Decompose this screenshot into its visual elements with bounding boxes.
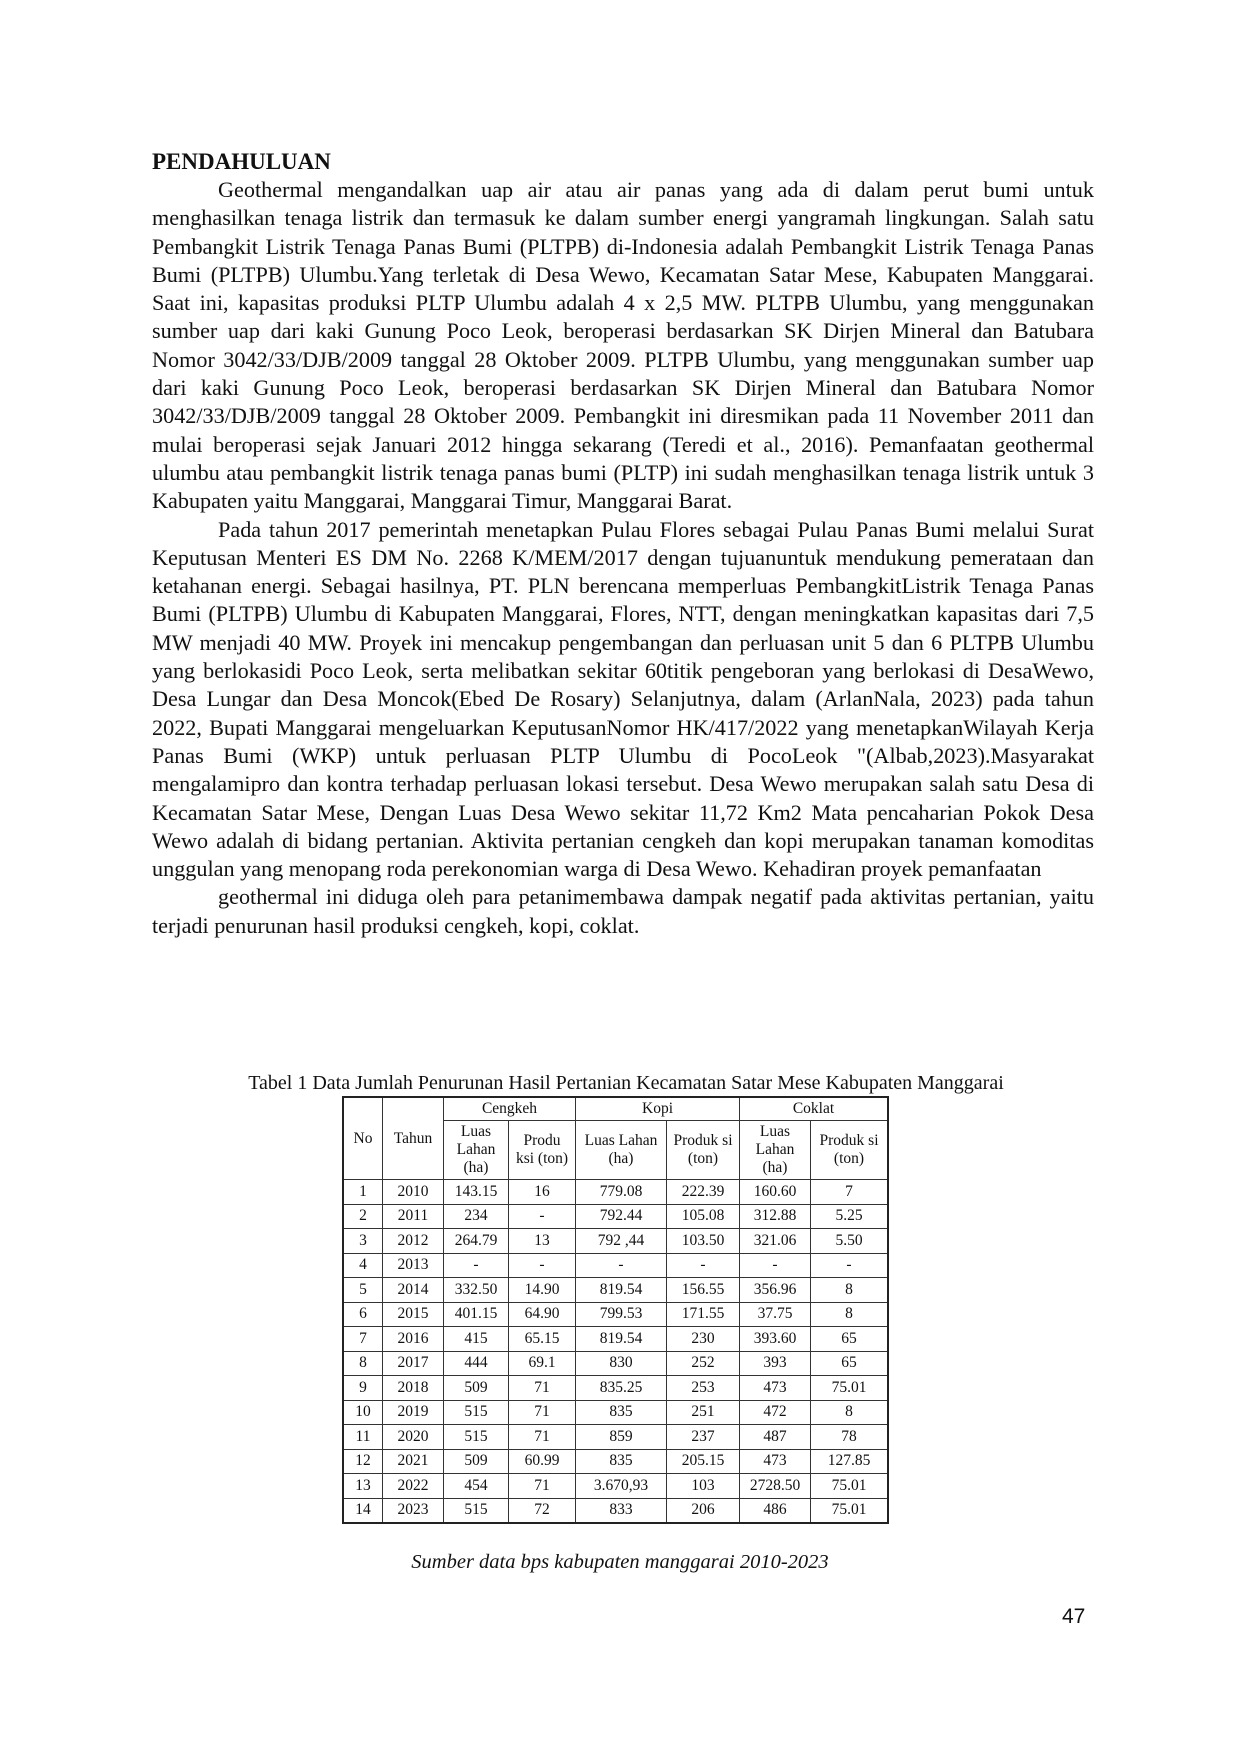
table-cell: 253: [667, 1376, 740, 1401]
table-cell: 230: [667, 1327, 740, 1352]
table-row: [343, 1253, 888, 1278]
table-cell: 444: [444, 1351, 509, 1376]
table-cell: 2019: [383, 1400, 444, 1425]
header-coklat-luas: Luas Lahan (ha): [740, 1121, 811, 1180]
table-cell: 11: [343, 1425, 383, 1450]
table-cell: 472: [740, 1400, 811, 1425]
table-row: [343, 1229, 888, 1254]
table-cell: 415: [444, 1327, 509, 1352]
table-cell: 332.50: [444, 1278, 509, 1303]
table-cell: 222.39: [667, 1180, 740, 1205]
table-cell: 2023: [383, 1498, 444, 1523]
table-cell: 2010: [383, 1180, 444, 1205]
table-cell: 171.55: [667, 1302, 740, 1327]
header-kopi-luas: Luas Lahan (ha): [576, 1121, 667, 1180]
table-cell: 8: [811, 1278, 889, 1303]
table-cell: 393.60: [740, 1327, 811, 1352]
table-cell: 14.90: [509, 1278, 576, 1303]
table-cell: 72: [509, 1498, 576, 1523]
header-cengkeh-produksi: Produ ksi (ton): [509, 1121, 576, 1180]
table-cell: 792 ,44: [576, 1229, 667, 1254]
table-cell: 103: [667, 1474, 740, 1499]
table-cell: 6: [343, 1302, 383, 1327]
table-source: Sumber data bps kabupaten manggarai 2010-2023: [411, 1550, 829, 1573]
table-cell: 2017: [383, 1351, 444, 1376]
table-cell: 103.50: [667, 1229, 740, 1254]
table-cell: 2020: [383, 1425, 444, 1450]
table-cell: 13: [509, 1229, 576, 1254]
table-cell: 2018: [383, 1376, 444, 1401]
table-cell: 819.54: [576, 1327, 667, 1352]
table-cell: 14: [343, 1498, 383, 1523]
table-cell: 143.15: [444, 1180, 509, 1205]
section-heading: PENDAHULUAN: [152, 149, 331, 174]
table-cell: 127.85: [811, 1449, 889, 1474]
table-header-group-row: [343, 1097, 888, 1121]
table-row: [343, 1425, 888, 1450]
paragraph-1: Geothermal mengandalkan uap air atau air panas yang ada di dalam perut bumi untuk menghasilkan tenaga listrik dan termasuk ke dalam sumber energi yangramah lingkungan. Salah satu Pembangkit Listrik Tenaga Panas Bumi (PLTPB) di-Indonesia adalah Pembangkit Listrik Tenaga Panas Bumi (PLTPB) Ulumbu.Yang terletak di Desa Wewo, Kecamatan Satar Mese, Kabupaten Manggarai. Saat ini, kapasitas produksi PLTP Ulumbu adalah 4 x 2,5 MW. PLTPB Ulumbu, yang menggunakan sumber uap dari kaki Gunung Poco Leok, beroperasi berdasarkan SK Dirjen Mineral dan Batubara Nomor 3042/33/DJB/2009 tanggal 28 Oktober 2009. PLTPB Ulumbu, yang menggunakan sumber uap dari kaki Gunung Poco Leok, beroperasi berdasarkan SK Dirjen Mineral dan Batubara Nomor 3042/33/DJB/2009 tanggal 28 Oktober 2009. Pembangkit ini diresmikan pada 11 November 2011 dan mulai beroperasi sejak Januari 2012 hingga sekarang (Teredi et al., 2016). Pemanfaatan geothermal ulumbu atau pembangkit listrik tenaga panas bumi (PLTP) ini sudah menghasilkan tenaga listrik untuk 3 Kabupaten yaitu Manggarai, Manggarai Timur, Manggarai Barat.: [152, 177, 1094, 514]
table-cell: 65.15: [509, 1327, 576, 1352]
table-cell: 2011: [383, 1204, 444, 1229]
table-cell: -: [509, 1204, 576, 1229]
header-coklat-produksi: Produk si (ton): [811, 1121, 889, 1180]
table-cell: 2: [343, 1204, 383, 1229]
table-cell: 8: [811, 1302, 889, 1327]
table-caption: Tabel 1 Data Jumlah Penurunan Hasil Pertanian Kecamatan Satar Mese Kabupaten Manggarai: [248, 1072, 1004, 1094]
table-cell: 515: [444, 1400, 509, 1425]
table-row: [343, 1474, 888, 1499]
table-cell: 454: [444, 1474, 509, 1499]
table-cell: 509: [444, 1376, 509, 1401]
table-cell: -: [576, 1253, 667, 1278]
table-row: [343, 1400, 888, 1425]
table-cell: 264.79: [444, 1229, 509, 1254]
table-cell: 835: [576, 1400, 667, 1425]
table-cell: 835.25: [576, 1376, 667, 1401]
table-cell: 312.88: [740, 1204, 811, 1229]
table-cell: 515: [444, 1498, 509, 1523]
paragraph-3: geothermal ini diduga oleh para petanimembawa dampak negatif pada aktivitas pertanian, yaitu terjadi penurunan hasil produksi cengkeh, kopi, coklat.: [152, 884, 1094, 938]
table-cell: 75.01: [811, 1474, 889, 1499]
table-row: [343, 1449, 888, 1474]
table-cell: -: [509, 1253, 576, 1278]
table-cell: 13: [343, 1474, 383, 1499]
table-cell: 819.54: [576, 1278, 667, 1303]
table-cell: 779.08: [576, 1180, 667, 1205]
table-cell: -: [444, 1253, 509, 1278]
table-cell: 473: [740, 1376, 811, 1401]
table-cell: 205.15: [667, 1449, 740, 1474]
table-cell: 792.44: [576, 1204, 667, 1229]
table-row: [343, 1498, 888, 1523]
table-cell: 2022: [383, 1474, 444, 1499]
table-cell: 251: [667, 1400, 740, 1425]
table-cell: 60.99: [509, 1449, 576, 1474]
table-cell: 509: [444, 1449, 509, 1474]
table-cell: 71: [509, 1376, 576, 1401]
table-cell: 237: [667, 1425, 740, 1450]
table-cell: 65: [811, 1351, 889, 1376]
header-kopi-produksi: Produk si (ton): [667, 1121, 740, 1180]
table-cell: 252: [667, 1351, 740, 1376]
table-cell: 515: [444, 1425, 509, 1450]
table-row: [343, 1351, 888, 1376]
paragraph-2: Pada tahun 2017 pemerintah menetapkan Pulau Flores sebagai Pulau Panas Bumi melalui Surat Keputusan Menteri ES DM No. 2268 K/MEM/2017 dengan tujuanuntuk mendukung pemerataan dan ketahanan energi. Sebagai hasilnya, PT. PLN berencana memperluas PembangkitListrik Tenaga Panas Bumi (PLTPB) Ulumbu di Kabupaten Manggarai, Flores, NTT, dengan meningkatkan kapasitas dari 7,5 MW menjadi 40 MW. Proyek ini mencakup pengembangan dan perluasan unit 5 dan 6 PLTPB Ulumbu yang berlokasidi Poco Leok, serta melibatkan sekitar 60titik pengeboran yang berlokasi di DesaWewo, Desa Lungar dan Desa Moncok(Ebed De Rosary) Selanjutnya, dalam (ArlanNala, 2023) pada tahun 2022, Bupati Manggarai mengeluarkan KeputusanNomor HK/417/2022 yang menetapkanWilayah Kerja Panas Bumi (WKP) untuk perluasan PLTP Ulumbu di PocoLeok "(Albab,2023).Masyarakat mengalamipro dan kontra terhadap perluasan lokasi tersebut. Desa Wewo merupakan salah satu Desa di Kecamatan Satar Mese, Dengan Luas Desa Wewo sekitar 11,72 Km2 Mata pencaharian Pokok Desa Wewo adalah di bidang pertanian. Aktivita pertanian cengkeh dan kopi merupakan tanaman komoditas unggulan yang menopang roda perekonomian warga di Desa Wewo. Kehadiran proyek pemanfaatan: [152, 516, 1094, 882]
table-cell: 2016: [383, 1327, 444, 1352]
table-cell: 5: [343, 1278, 383, 1303]
header-cengkeh-luas: Luas Lahan (ha): [444, 1121, 509, 1180]
table-cell: 156.55: [667, 1278, 740, 1303]
table-cell: 65: [811, 1327, 889, 1352]
table-cell: 2015: [383, 1302, 444, 1327]
table-cell: 64.90: [509, 1302, 576, 1327]
table-cell: 10: [343, 1400, 383, 1425]
table-cell: 2014: [383, 1278, 444, 1303]
table-cell: 8: [811, 1400, 889, 1425]
table-cell: 473: [740, 1449, 811, 1474]
table-cell: 5.25: [811, 1204, 889, 1229]
table-cell: 9: [343, 1376, 383, 1401]
table-cell: 321.06: [740, 1229, 811, 1254]
header-group-kopi: Kopi: [576, 1097, 740, 1121]
table-body: [343, 1180, 888, 1524]
table-cell: 1: [343, 1180, 383, 1205]
table-cell: 3.670,93: [576, 1474, 667, 1499]
table-cell: 8: [343, 1351, 383, 1376]
table-cell: 75.01: [811, 1498, 889, 1523]
table-cell: -: [667, 1253, 740, 1278]
table-cell: 4: [343, 1253, 383, 1278]
table-cell: 830: [576, 1351, 667, 1376]
table-wrap: [342, 1096, 889, 1524]
table-cell: -: [740, 1253, 811, 1278]
table-caption-wrap: [0, 1070, 1240, 1096]
header-no: No: [343, 1097, 383, 1180]
table-row: [343, 1204, 888, 1229]
table-cell: 5.50: [811, 1229, 889, 1254]
table-cell: 393: [740, 1351, 811, 1376]
table-cell: 401.15: [444, 1302, 509, 1327]
table-cell: 487: [740, 1425, 811, 1450]
table-cell: 71: [509, 1425, 576, 1450]
table-row: [343, 1302, 888, 1327]
table-cell: 356.96: [740, 1278, 811, 1303]
header-tahun: Tahun: [383, 1097, 444, 1180]
table-cell: 37.75: [740, 1302, 811, 1327]
page-number: 47: [1062, 1605, 1086, 1628]
table-cell: 2728.50: [740, 1474, 811, 1499]
table-row: [343, 1376, 888, 1401]
data-table: [342, 1096, 889, 1524]
table-cell: 3: [343, 1229, 383, 1254]
table-cell: 160.60: [740, 1180, 811, 1205]
header-group-cengkeh: Cengkeh: [444, 1097, 576, 1121]
table-cell: 833: [576, 1498, 667, 1523]
table-cell: 16: [509, 1180, 576, 1205]
table-row: [343, 1180, 888, 1205]
table-cell: 2013: [383, 1253, 444, 1278]
table-cell: 206: [667, 1498, 740, 1523]
page-body: [152, 148, 1094, 940]
table-cell: 2012: [383, 1229, 444, 1254]
table-cell: 71: [509, 1400, 576, 1425]
table-row: [343, 1327, 888, 1352]
table-cell: 234: [444, 1204, 509, 1229]
table-cell: 78: [811, 1425, 889, 1450]
table-cell: 12: [343, 1449, 383, 1474]
table-cell: 799.53: [576, 1302, 667, 1327]
table-cell: 105.08: [667, 1204, 740, 1229]
table-cell: 7: [343, 1327, 383, 1352]
table-cell: 71: [509, 1474, 576, 1499]
table-cell: 69.1: [509, 1351, 576, 1376]
table-cell: -: [811, 1253, 889, 1278]
table-row: [343, 1278, 888, 1303]
table-cell: 486: [740, 1498, 811, 1523]
table-cell: 7: [811, 1180, 889, 1205]
table-cell: 859: [576, 1425, 667, 1450]
table-cell: 75.01: [811, 1376, 889, 1401]
header-group-coklat: Coklat: [740, 1097, 889, 1121]
table-cell: 835: [576, 1449, 667, 1474]
table-cell: 2021: [383, 1449, 444, 1474]
